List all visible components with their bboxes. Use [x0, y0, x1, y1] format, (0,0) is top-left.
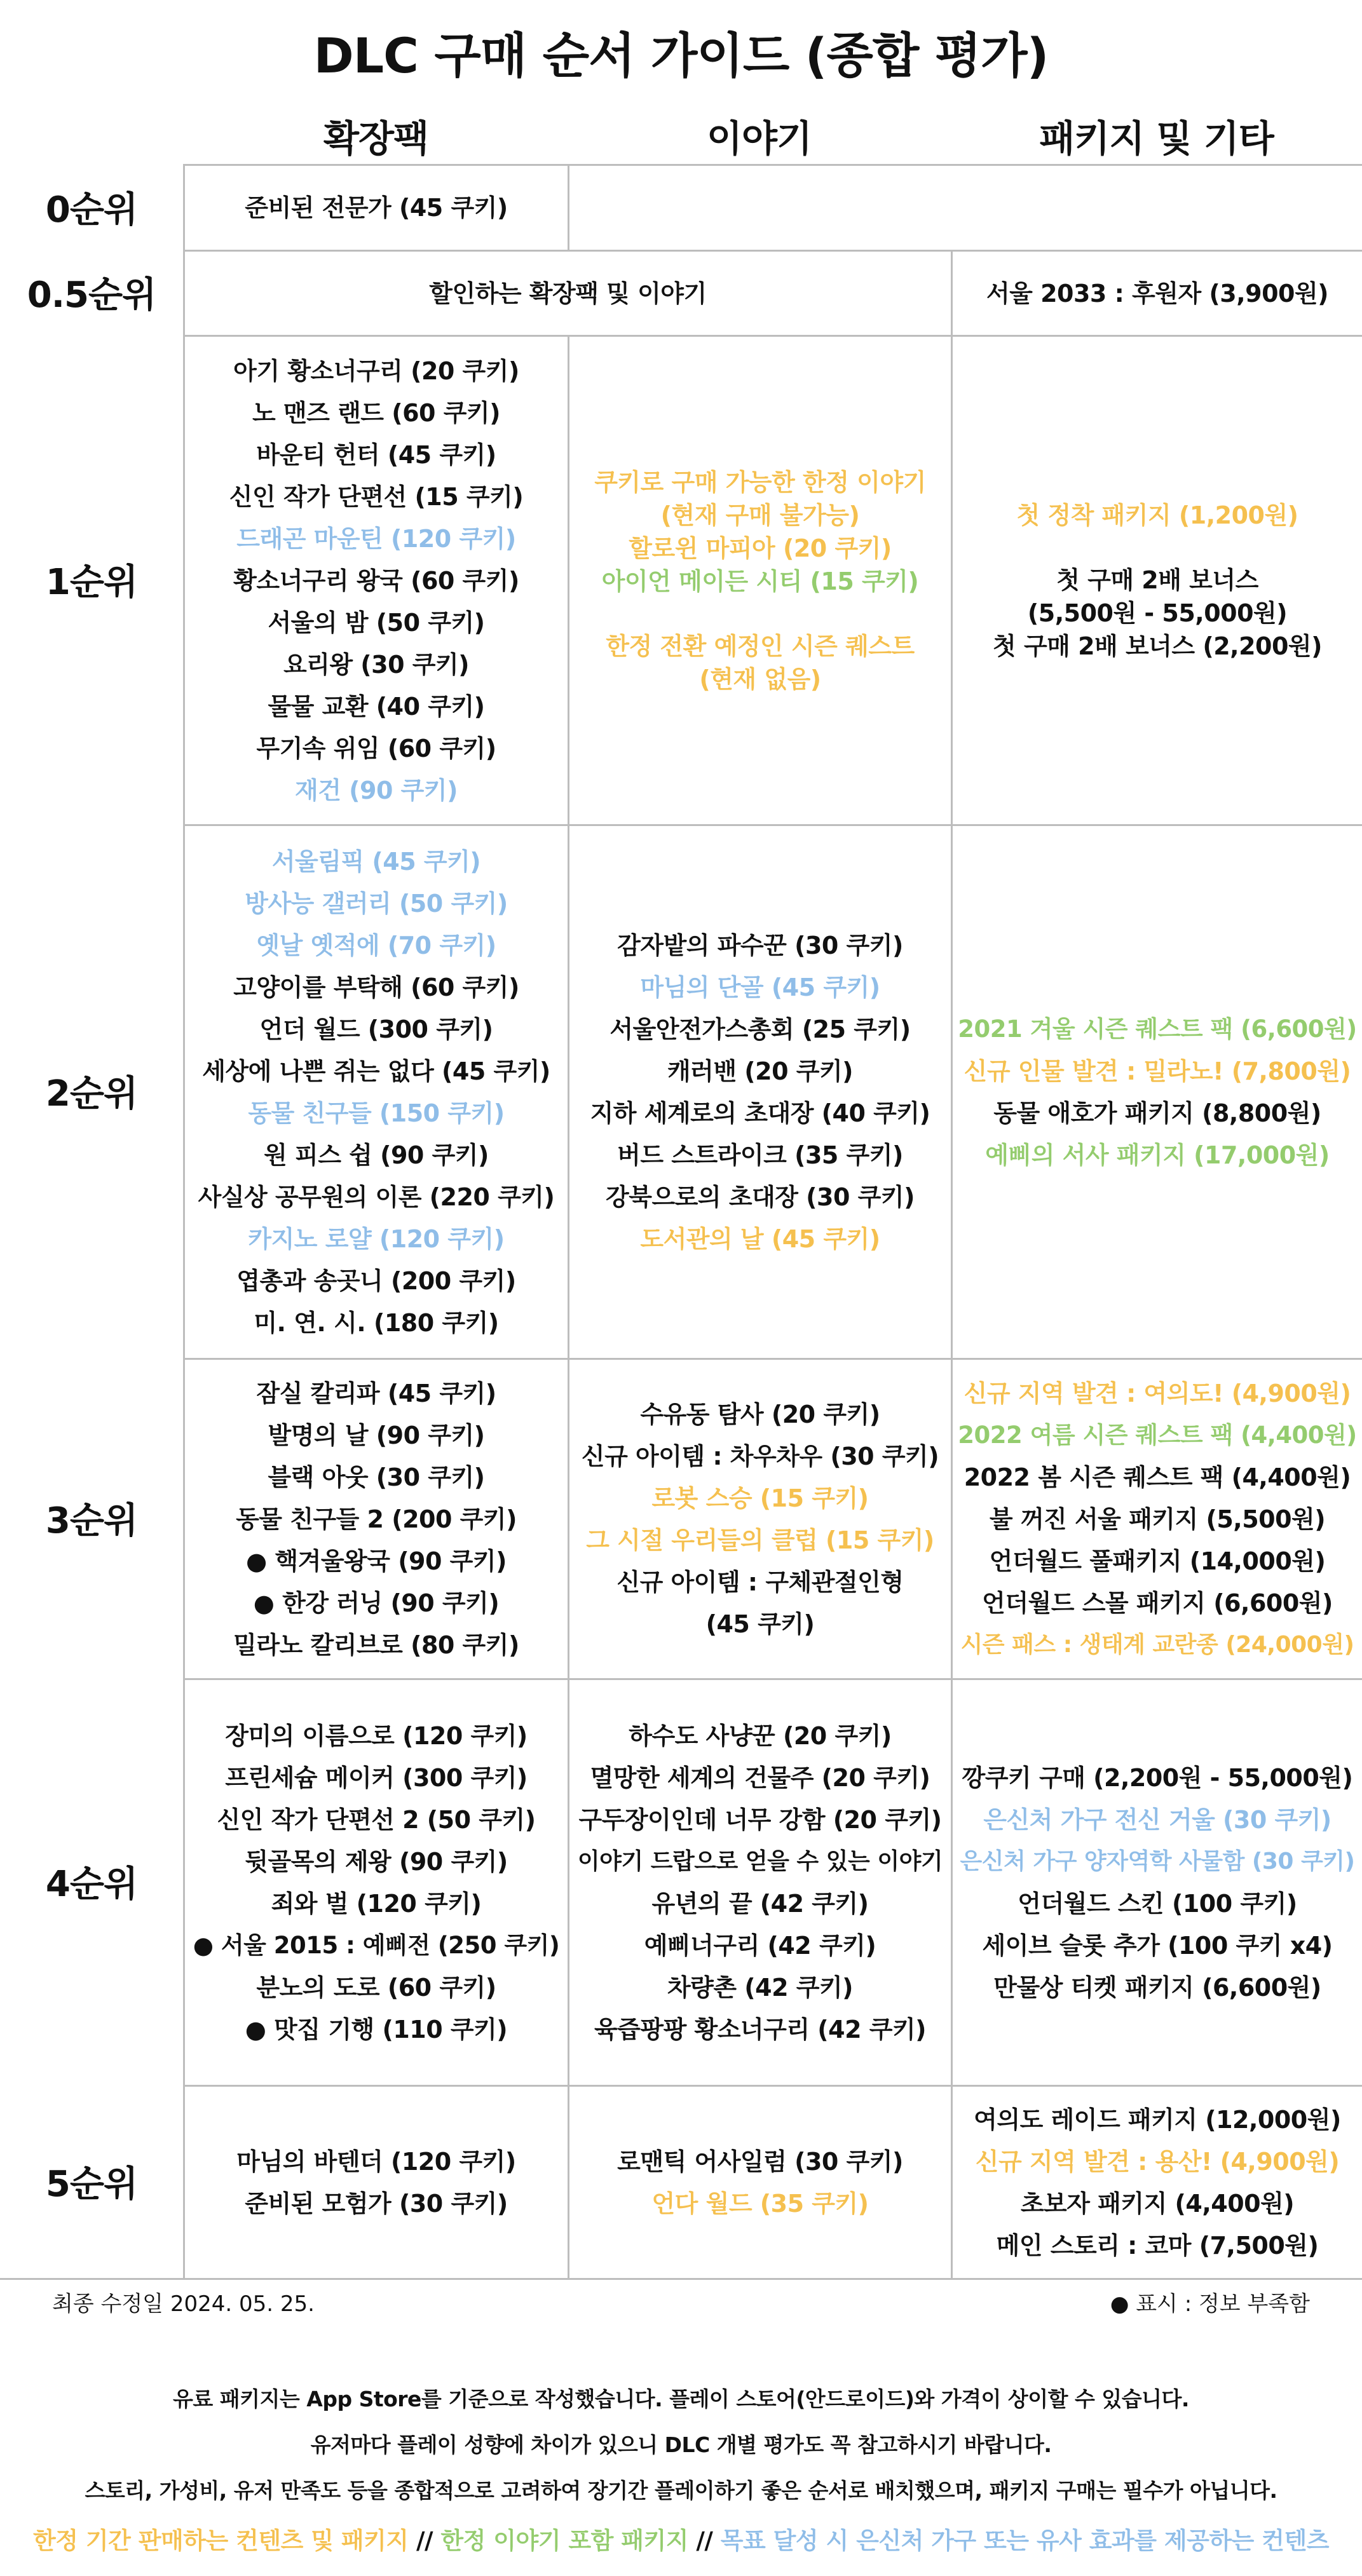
priority-label: 2순위 [45, 1073, 138, 1115]
dlc-item: 세이브 슬롯 추가 (100 쿠키 x4) [982, 1931, 1333, 1960]
dlc-item: 카지노 로얄 (120 쿠키) [248, 1224, 505, 1253]
legend-green: 한정 이야기 포함 패키지 [440, 2527, 688, 2554]
dlc-item: 은신처 가구 전신 거울 (30 쿠키) [983, 1805, 1331, 1834]
expansion-cell [185, 2087, 568, 2278]
dlc-item: 방사능 갤러리 (50 쿠키) [245, 889, 508, 918]
dlc-item: 이야기 드랍으로 얻을 수 있는 이야기 [577, 1848, 943, 1874]
dlc-item: 죄와 벌 (120 쿠키) [271, 1889, 482, 1918]
dlc-item: 신인 작가 단편선 2 (50 쿠키) [217, 1805, 536, 1834]
dlc-item: 신규 인물 발견 : 밀라노! (7,800원) [964, 1057, 1351, 1085]
dlc-item: 예삐너구리 (42 쿠키) [644, 1931, 876, 1960]
dlc-item: 물물 교환 (40 쿠키) [268, 692, 485, 721]
legend-separator: // [408, 2527, 441, 2554]
dlc-item: 언더월드 스킨 (100 쿠키) [1018, 1889, 1297, 1918]
expansion-cell [185, 826, 568, 1358]
dlc-item: 원 피스 쉽 (90 쿠키) [264, 1141, 489, 1169]
dlc-item: 유년의 끝 (42 쿠키) [651, 1889, 869, 1918]
dlc-item: 서울 2033 : 후원자 (3,900원) [986, 279, 1329, 308]
dlc-item: 블랙 아웃 (30 쿠키) [268, 1463, 485, 1491]
story-cell [569, 2087, 951, 2278]
footer-note-line: 스토리, 가성비, 유저 만족도 등을 종합적으로 고려하여 장기간 플레이하기 좋은 순서로 배치했으며, 패키지 구매는 필수가 아닙니다. [85, 2478, 1277, 2503]
dlc-item: 도서관의 날 (45 쿠키) [640, 1224, 880, 1253]
dlc-item: 무기속 위임 (60 쿠키) [256, 734, 496, 763]
priority-label: 3순위 [45, 1500, 138, 1542]
dlc-item: 2022 여름 시즌 퀘스트 팩 (4,400원) [958, 1421, 1357, 1449]
package-cell [953, 337, 1362, 824]
dlc-item: 버드 스트라이크 (35 쿠키) [617, 1141, 903, 1169]
dlc-item: 그 시절 우리들의 클럽 (15 쿠키) [586, 1526, 934, 1554]
package-cell [953, 1680, 1362, 2085]
dlc-item: 미. 연. 시. (180 쿠키) [254, 1308, 499, 1337]
page-title: DLC 구매 순서 가이드 (종합 평가) [313, 27, 1049, 84]
dlc-item: 신규 지역 발견 : 여의도! (4,900원) [964, 1379, 1351, 1407]
package-cell [953, 166, 1362, 250]
expansion-cell [185, 166, 568, 250]
dlc-item: 분노의 도로 (60 쿠키) [256, 1973, 496, 2002]
merged-cell-text: 할인하는 확장팩 및 이야기 [429, 279, 707, 308]
package-cell [953, 826, 1362, 1358]
dlc-item: 감자밭의 파수꾼 (30 쿠키) [617, 931, 903, 959]
dlc-item: 고양이를 부탁해 (60 쿠키) [233, 973, 519, 1001]
footer-notes [0, 2376, 1362, 2514]
dlc-item: 쿠키로 구매 가능한 한정 이야기 [594, 468, 926, 496]
dlc-item: (5,500원 - 55,000원) [1027, 599, 1288, 627]
dlc-item: 신규 아이템 : 구체관절인형 [616, 1568, 904, 1596]
dlc-item: 아이언 메이든 시티 (15 쿠키) [601, 567, 919, 595]
package-cell [953, 1360, 1362, 1678]
legend-blue: 목표 달성 시 은신처 가구 또는 유사 효과를 제공하는 컨텐츠 [720, 2527, 1329, 2554]
dlc-item: 프린세슘 메이커 (300 쿠키) [225, 1763, 528, 1792]
dlc-item: 바운티 헌터 (45 쿠키) [256, 440, 496, 469]
dlc-item: 옛날 옛적에 (70 쿠키) [256, 931, 496, 959]
dlc-item: 첫 정착 패키지 (1,200원) [1016, 501, 1298, 529]
dlc-item: 로봇 스승 (15 쿠키) [651, 1484, 869, 1512]
priority-label: 4순위 [45, 1864, 138, 1905]
column-header-story: 이야기 [706, 117, 812, 160]
dlc-item: 만물상 티켓 패키지 (6,600원) [993, 1973, 1321, 2002]
dlc-item: 동물 친구들 2 (200 쿠키) [236, 1505, 517, 1533]
dlc-item: ● 맛집 기행 (110 쿠키) [245, 2015, 508, 2044]
story-cell [569, 1680, 951, 2085]
dlc-item: 서울안전가스총회 (25 쿠키) [609, 1015, 911, 1043]
dlc-item: 서울림픽 (45 쿠키) [271, 847, 481, 876]
dlc-item: 첫 구매 2배 보너스 [1056, 566, 1258, 594]
dlc-item: ● 한강 러닝 (90 쿠키) [253, 1589, 500, 1617]
dlc-item: 시즌 패스 : 생태계 교란종 (24,000원) [960, 1631, 1354, 1658]
dlc-item: 수유동 탐사 (20 쿠키) [640, 1400, 880, 1428]
priority-label: 0.5순위 [27, 275, 156, 316]
dlc-item: 황소너구리 왕국 (60 쿠키) [233, 566, 519, 595]
dlc-item: 지하 세계로의 초대장 (40 쿠키) [590, 1099, 930, 1127]
expansion-cell [185, 1360, 568, 1678]
dlc-item: 마님의 바텐더 (120 쿠키) [236, 2147, 516, 2176]
dlc-item: ● 핵겨울왕국 (90 쿠키) [246, 1547, 507, 1575]
color-legend [0, 2521, 1362, 2556]
dlc-item: 한정 전환 예정인 시즌 퀘스트 [606, 632, 915, 660]
story-cell [569, 166, 951, 250]
dlc-item: 노 맨즈 랜드 (60 쿠키) [252, 398, 500, 427]
dlc-item: 로맨틱 어사일럼 (30 쿠키) [617, 2147, 903, 2176]
priority-label: 5순위 [45, 2164, 138, 2205]
dlc-item: 은신처 가구 양자역학 사물함 (30 쿠키) [960, 1848, 1355, 1874]
story-cell [569, 1360, 951, 1678]
dlc-item: 장미의 이름으로 (120 쿠키) [225, 1721, 528, 1750]
dlc-item: 할로윈 마피아 (20 쿠키) [629, 534, 892, 562]
dlc-item: 메인 스토리 : 코마 (7,500원) [996, 2231, 1319, 2260]
dlc-item: 예삐의 서사 패키지 (17,000원) [985, 1141, 1330, 1169]
column-header-expansion: 확장팩 [323, 117, 429, 160]
dlc-item: 여의도 레이드 패키지 (12,000원) [974, 2105, 1341, 2134]
dlc-item: 캐러밴 (20 쿠키) [667, 1057, 854, 1085]
package-cell [953, 2087, 1362, 2278]
dlc-item: 동물 친구들 (150 쿠키) [248, 1099, 505, 1127]
dlc-item: 세상에 나쁜 쥐는 없다 (45 쿠키) [202, 1057, 550, 1085]
story-cell [569, 337, 951, 824]
dlc-item: 잠실 칼리파 (45 쿠키) [256, 1379, 496, 1407]
dlc-item: 차량촌 (42 쿠키) [667, 1973, 854, 2002]
dlc-item: 초보자 패키지 (4,400원) [1020, 2189, 1295, 2218]
last-modified-date: 최종 수정일 2024. 05. 25. [52, 2291, 315, 2317]
dlc-item: 마님의 단골 (45 쿠키) [640, 973, 880, 1001]
dlc-item: 육즙팡팡 황소너구리 (42 쿠키) [594, 2015, 927, 2044]
dlc-item: 2021 겨울 시즌 퀘스트 팩 (6,600원) [958, 1015, 1357, 1043]
dlc-item: 언더월드 풀패키지 (14,000원) [989, 1547, 1326, 1575]
dlc-item: 서울의 밤 (50 쿠키) [268, 608, 485, 637]
legend-orange: 한정 기간 판매하는 컨텐츠 및 패키지 [33, 2527, 409, 2554]
dlc-item: 발명의 날 (90 쿠키) [268, 1421, 485, 1449]
table-grid-line [0, 2278, 1362, 2280]
dlc-item: 아기 황소너구리 (20 쿠키) [233, 356, 519, 385]
dlc-item: 언더월드 스몰 패키지 (6,600원) [982, 1589, 1333, 1617]
dlc-item: 언다 월드 (35 쿠키) [651, 2189, 869, 2218]
dlc-item: 첫 구매 2배 보너스 (2,200원) [993, 632, 1322, 660]
priority-label: 1순위 [45, 562, 138, 603]
dlc-item: 엽총과 송곳니 (200 쿠키) [236, 1266, 516, 1295]
dlc-item: (45 쿠키) [705, 1610, 815, 1638]
dlc-item: 하수도 사냥꾼 (20 쿠키) [629, 1721, 892, 1750]
dlc-item: ● 서울 2015 : 예삐전 (250 쿠키) [193, 1931, 560, 1959]
story-cell [569, 826, 951, 1358]
dlc-item: (현재 구매 불가능) [660, 501, 860, 529]
dlc-item: 구두장이인데 너무 강함 (20 쿠키) [578, 1805, 942, 1834]
dlc-item: 요리왕 (30 쿠키) [283, 650, 470, 679]
footer-note-line: 유저마다 플레이 성향에 차이가 있으니 DLC 개별 평가도 꼭 참고하시기 바랍니다. [310, 2432, 1052, 2457]
dlc-item: 사실상 공무원의 이론 (220 쿠키) [198, 1183, 555, 1211]
dlc-item: 멸망한 세계의 건물주 (20 쿠키) [590, 1763, 930, 1792]
dlc-item: 언더 월드 (300 쿠키) [259, 1015, 493, 1043]
priority-label: 0순위 [45, 189, 138, 231]
dlc-item: 불 꺼진 서울 패키지 (5,500원) [989, 1505, 1326, 1533]
dlc-item: (현재 없음) [699, 665, 821, 693]
dlc-item: 강북으로의 초대장 (30 쿠키) [606, 1183, 915, 1211]
dlc-item: 밀라노 칼리브로 (80 쿠키) [233, 1630, 519, 1659]
dlc-item: 신규 아이템 : 차우차우 (30 쿠키) [581, 1442, 939, 1470]
dlc-item: 뒷골목의 제왕 (90 쿠키) [245, 1847, 508, 1876]
dlc-item: 깡쿠키 구매 (2,200원 - 55,000원) [962, 1763, 1353, 1792]
dlc-item: 준비된 전문가 (45 쿠키) [245, 194, 508, 222]
dlc-item: 동물 애호가 패키지 (8,800원) [993, 1099, 1321, 1127]
column-header-package: 패키지 및 기타 [1039, 117, 1274, 160]
dlc-item: 신인 작가 단편선 (15 쿠키) [229, 482, 524, 511]
legend-separator: // [688, 2527, 721, 2554]
dlc-item: 신규 지역 발견 : 용산! (4,900원) [975, 2147, 1340, 2176]
expansion-cell [185, 337, 568, 824]
dlc-item: 재건 (90 쿠키) [295, 776, 458, 804]
package-cell [953, 252, 1362, 335]
footer-note-line: 유료 패키지는 App Store를 기준으로 작성했습니다. 플레이 스토어(안드로이드)와 가격이 상이할 수 있습니다. [173, 2387, 1189, 2411]
dlc-item: 드래곤 마운틴 (120 쿠키) [236, 524, 516, 553]
dot-legend-note: ● 표시 : 정보 부족함 [1110, 2291, 1310, 2317]
dlc-item: 준비된 모험가 (30 쿠키) [245, 2189, 508, 2218]
merged-cell-sale [185, 252, 951, 335]
dlc-item: 2022 봄 시즌 퀘스트 팩 (4,400원) [964, 1463, 1351, 1491]
expansion-cell [185, 1680, 568, 2085]
